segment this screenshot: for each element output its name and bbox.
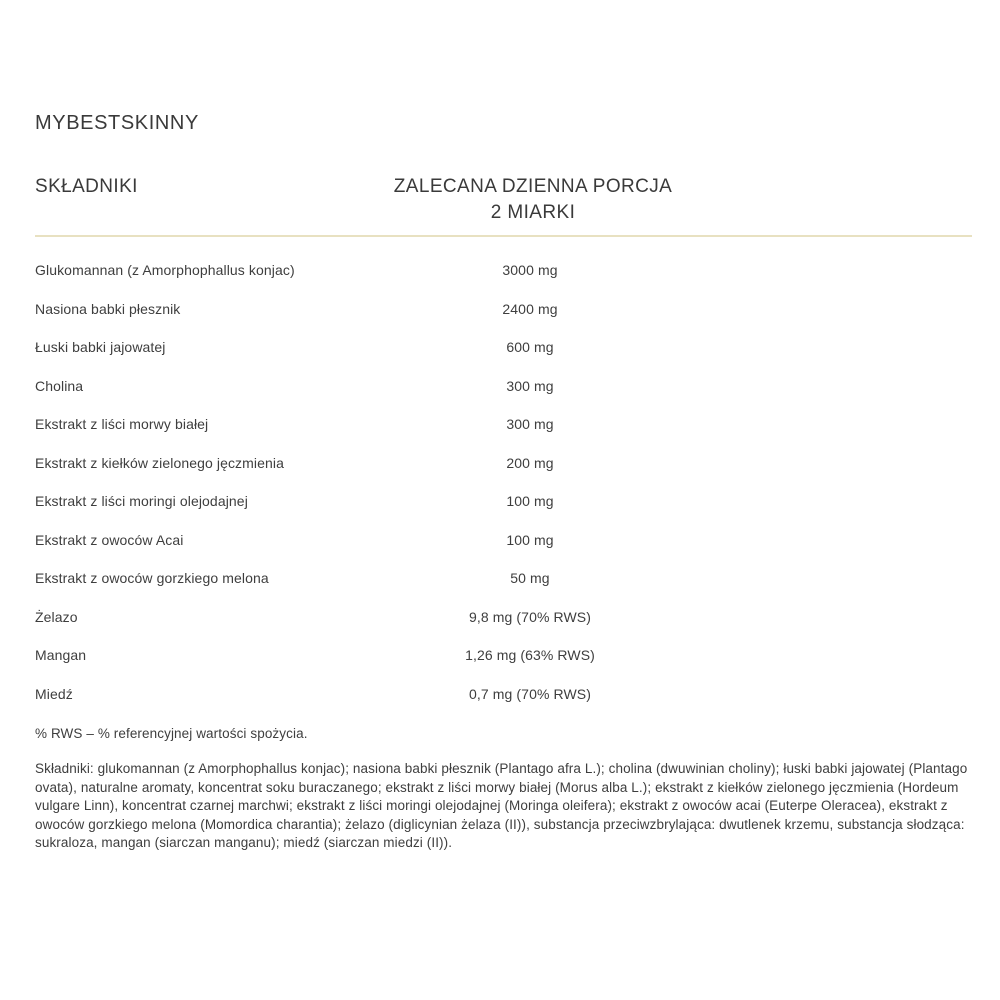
- table-row: [35, 598, 972, 637]
- table-row: [35, 328, 972, 367]
- portion-column-header: [365, 174, 701, 226]
- ingredient-name: Miedź: [35, 685, 73, 702]
- ingredient-name: Łuski babki jajowatej: [35, 339, 166, 356]
- ingredient-name: Mangan: [35, 647, 87, 664]
- portion-header-line2: 2 MIARKI: [490, 202, 576, 223]
- ingredient-value: 100 mg: [506, 531, 554, 548]
- table-row: [35, 290, 972, 329]
- ingredient-value: 9,8 mg (70% RWS): [469, 608, 591, 625]
- ingredient-name: Cholina: [35, 377, 84, 394]
- ingredient-name: Ekstrakt z liści moringi olejodajnej: [35, 493, 248, 510]
- table-header: [35, 174, 972, 226]
- ingredient-value: 1,26 mg (63% RWS): [465, 647, 595, 664]
- ingredient-value: 600 mg: [506, 339, 554, 356]
- ingredients-table: [35, 251, 972, 713]
- ingredient-name: Ekstrakt z kiełków zielonego jęczmienia: [35, 454, 285, 471]
- table-row: [35, 675, 972, 714]
- table-row: [35, 482, 972, 521]
- ingredient-value: 300 mg: [506, 416, 554, 433]
- ingredient-value: 50 mg: [510, 570, 550, 587]
- brand-title: MYBESTSKINNY: [35, 112, 199, 134]
- table-row: [35, 251, 972, 290]
- ingredient-name: Nasiona babki płesznik: [35, 300, 181, 317]
- portion-header-line1: ZALECANA DZIENNA PORCJA: [393, 176, 673, 197]
- rws-footnote: % RWS – % referencyjnej wartości spożycia.: [35, 726, 308, 741]
- ingredient-name: Żelazo: [35, 608, 78, 625]
- ingredient-value: 100 mg: [506, 493, 554, 510]
- table-row: [35, 444, 972, 483]
- ingredient-name: Ekstrakt z owoców gorzkiego melona: [35, 570, 269, 587]
- table-row: [35, 405, 972, 444]
- table-row: [35, 367, 972, 406]
- ingredients-column-header: SKŁADNIKI: [35, 176, 138, 197]
- table-row: [35, 521, 972, 560]
- ingredient-value: 2400 mg: [502, 300, 558, 317]
- ingredients-paragraph: Składniki: glukomannan (z Amorphophallus konjac); nasiona babki płesznik (Plantago afra L.); cholina (dwuwinian choliny); łuski babki jajowatej (Plantago ovata), naturalne aromaty, koncentrat soku buraczanego; ekstrakt z liści morwy białej (Morus alba L.); ekstrakt z kiełków zielonego jęczmienia (Hordeum vulgare Linn), koncentrat czarnej marchwi; ekstrakt z liści moringi olejodajnej (Moringa oleifera); ekstrakt z owoców acai (Euterpe Oleracea), ekstrakt z owoców gorzkiego melona (Momordica charantia); żelazo (diglicynian żelaza (II)), substancja przeciwzbrylająca: dwutlenek krzemu, substancja słodząca: sukraloza, mangan (siarczan manganu); miedź (siarczan miedzi (II)).: [35, 761, 968, 850]
- ingredient-value: 3000 mg: [502, 262, 558, 279]
- ingredient-value: 200 mg: [506, 454, 554, 471]
- ingredient-value: 0,7 mg (70% RWS): [469, 685, 591, 702]
- header-divider: [35, 235, 972, 237]
- ingredient-name: Ekstrakt z owoców Acai: [35, 531, 184, 548]
- ingredient-name: Glukomannan (z Amorphophallus konjac): [35, 262, 295, 279]
- ingredient-name: Ekstrakt z liści morwy białej: [35, 416, 209, 433]
- table-row: [35, 559, 972, 598]
- table-row: [35, 636, 972, 675]
- ingredient-value: 300 mg: [506, 377, 554, 394]
